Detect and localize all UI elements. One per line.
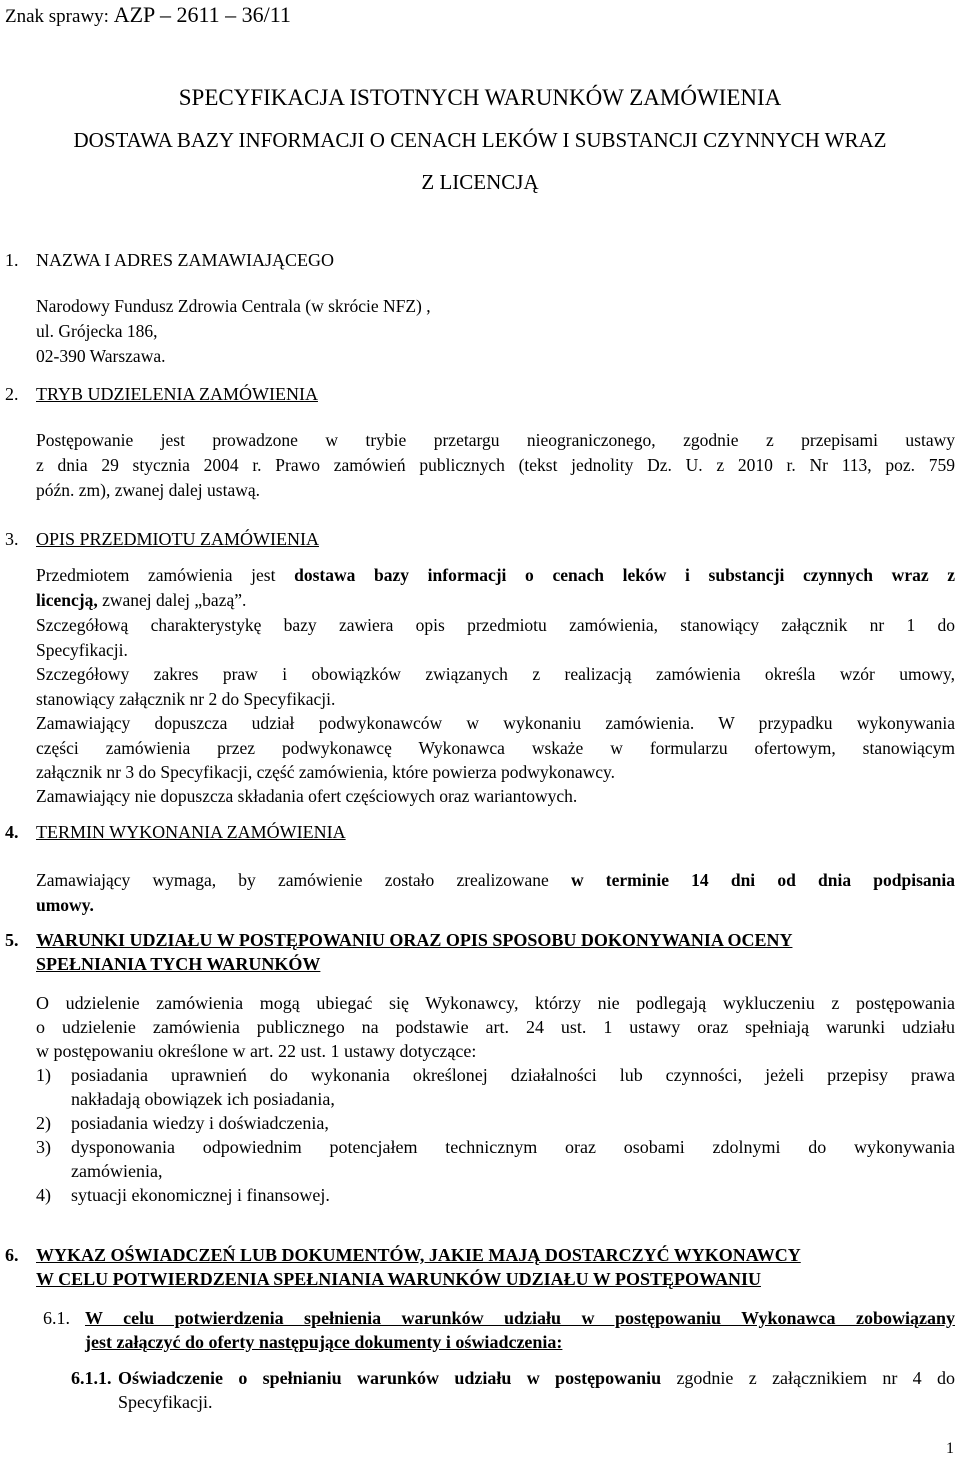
subsection-heading: jest załączyć do oferty następujące dokumenty i oświadczenia: xyxy=(85,1332,563,1352)
section-5-line: w postępowaniu określone w art. 22 ust. 1 ustawy dotyczące: xyxy=(36,1041,477,1061)
section-4-bold-text: umowy. xyxy=(36,895,94,915)
section-3-bold-text: dostawa bazy informacji o cenach leków i substancji czynnych wraz z xyxy=(294,565,956,585)
section-3-line: Specyfikacji. xyxy=(36,640,128,660)
section-5-line: o udzielenie zamówienia publicznego na podstawie art. 24 ust. 1 ustawy oraz spełniają warunki udziału xyxy=(36,1017,955,1037)
document-subtitle-line1: DOSTAWA BAZY INFORMACJI O CENACH LEKÓW I SUBSTANCJI CZYNNYCH WRAZ xyxy=(73,128,887,152)
case-number-label: Znak sprawy: xyxy=(5,6,109,27)
page-number: 1 xyxy=(946,1440,954,1457)
case-number xyxy=(5,2,291,28)
section-3-bold-text: licencją, xyxy=(36,590,98,610)
section-3-line: części zamówienia przez podwykonawcę Wykonawca wskaże w formularzu ofertowym, stanowiącym xyxy=(36,738,955,758)
section-3-line: Zamawiający nie dopuszcza składania ofert częściowych oraz wariantowych. xyxy=(36,786,578,806)
subsubsection-bold-text: Oświadczenie o spełnianiu warunków udziału w postępowaniu xyxy=(118,1368,662,1388)
list-item-number: 3) xyxy=(36,1137,51,1157)
section-3-paragraph-line xyxy=(36,565,955,586)
subsubsection-line xyxy=(118,1368,955,1389)
subsubsection-line: Specyfikacji. xyxy=(118,1392,213,1412)
section-5-number: 5. xyxy=(5,930,19,950)
section-5-heading: WARUNKI UDZIAŁU W POSTĘPOWANIU ORAZ OPIS SPOSOBU DOKONYWANIA OCENY xyxy=(36,930,793,950)
section-3-line: Szczegółową charakterystykę bazy zawiera opis przedmiotu zamówienia, stanowiący załącznik nr 1 do xyxy=(36,615,955,635)
subsection-number: 6.1. xyxy=(43,1308,70,1328)
section-1-heading: NAZWA I ADRES ZAMAWIAJĄCEGO xyxy=(36,250,335,270)
section-3-line: Szczegółowy zakres praw i obowiązków związanych z realizacją zamówienia określa wzór umowy, xyxy=(36,664,955,684)
section-5-line: O udzielenie zamówienia mogą ubiegać się Wykonawcy, którzy nie podlegają wykluczeniu z postępowania xyxy=(36,993,955,1013)
list-item: sytuacji ekonomicznej i finansowej. xyxy=(71,1185,330,1205)
section-2-number: 2. xyxy=(5,384,19,404)
section-4-text: Zamawiający wymaga, by zamówienie zostało zrealizowane xyxy=(36,870,549,890)
section-5-heading: SPEŁNIANIA TYCH WARUNKÓW xyxy=(36,954,321,974)
section-6-heading: W CELU POTWIERDZENIA SPEŁNIANIA WARUNKÓW UDZIAŁU W POSTĘPOWANIU xyxy=(36,1269,761,1289)
case-number-code: AZP – 2611 – 36/11 xyxy=(113,2,291,27)
section-2-line: późn. zm), zwanej dalej ustawą. xyxy=(36,480,261,500)
section-3-text: Przedmiotem zamówienia jest xyxy=(36,565,276,585)
section-4-line xyxy=(36,870,955,891)
list-item-continuation: nakładają obowiązek ich posiadania, xyxy=(71,1089,335,1109)
section-3-line: stanowiący załącznik nr 2 do Specyfikacji. xyxy=(36,689,336,709)
section-3-heading: OPIS PRZEDMIOTU ZAMÓWIENIA xyxy=(36,529,319,549)
section-2-line: Postępowanie jest prowadzone w trybie przetargu nieograniczonego, zgodnie z przepisami ustawy xyxy=(36,430,955,450)
document-title: SPECYFIKACJA ISTOTNYCH WARUNKÓW ZAMÓWIENIA xyxy=(178,85,782,110)
list-item-continuation: zamówienia, xyxy=(71,1161,163,1181)
section-1-line: Narodowy Fundusz Zdrowia Centrala (w skrócie NFZ) , xyxy=(36,296,431,316)
section-4-number: 4. xyxy=(5,822,19,842)
list-item: posiadania uprawnień do wykonania określonej działalności lub czynności, jeżeli przepisy prawa xyxy=(71,1065,955,1085)
section-2-line: z dnia 29 stycznia 2004 r. Prawo zamówień publicznych (tekst jednolity Dz. U. z 2010 r. Nr 113, poz. 759 xyxy=(36,455,955,475)
list-item-number: 1) xyxy=(36,1065,51,1085)
section-3-text: zwanej dalej „bazą”. xyxy=(102,590,247,610)
section-2-heading: TRYB UDZIELENIA ZAMÓWIENIA xyxy=(36,384,318,404)
section-1-line: 02-390 Warszawa. xyxy=(36,346,166,366)
list-item-number: 2) xyxy=(36,1113,51,1133)
list-item: posiadania wiedzy i doświadczenia, xyxy=(71,1113,329,1133)
list-item: dysponowania odpowiednim potencjałem technicznym oraz osobami zdolnymi do wykonywania xyxy=(71,1137,955,1157)
section-3-paragraph-line xyxy=(36,590,246,611)
list-item-number: 4) xyxy=(36,1185,51,1205)
subsection-heading: W celu potwierdzenia spełnienia warunków udziału w postępowaniu Wykonawca zobowiązany xyxy=(85,1308,955,1328)
subsubsection-text: zgodnie z załącznikiem nr 4 do xyxy=(676,1368,955,1388)
section-3-number: 3. xyxy=(5,529,19,549)
section-3-line: załącznik nr 3 do Specyfikacji, część zamówienia, które powierza podwykonawcy. xyxy=(36,762,616,782)
subsubsection-number: 6.1.1. xyxy=(71,1368,112,1388)
section-6-number: 6. xyxy=(5,1245,19,1265)
section-1-number: 1. xyxy=(5,250,19,270)
section-4-bold-text: w terminie 14 dni od dnia podpisania xyxy=(570,870,956,890)
document-subtitle-line2: Z LICENCJĄ xyxy=(421,170,539,194)
section-3-line: Zamawiający dopuszcza udział podwykonawców w wykonaniu zamówienia. W przypadku wykonywania xyxy=(36,713,955,733)
section-6-heading: WYKAZ OŚWIADCZEŃ LUB DOKUMENTÓW, JAKIE MAJĄ DOSTARCZYĆ WYKONAWCY xyxy=(36,1245,801,1265)
section-1-line: ul. Grójecka 186, xyxy=(36,321,158,341)
section-4-heading: TERMIN WYKONANIA ZAMÓWIENIA xyxy=(36,822,346,842)
